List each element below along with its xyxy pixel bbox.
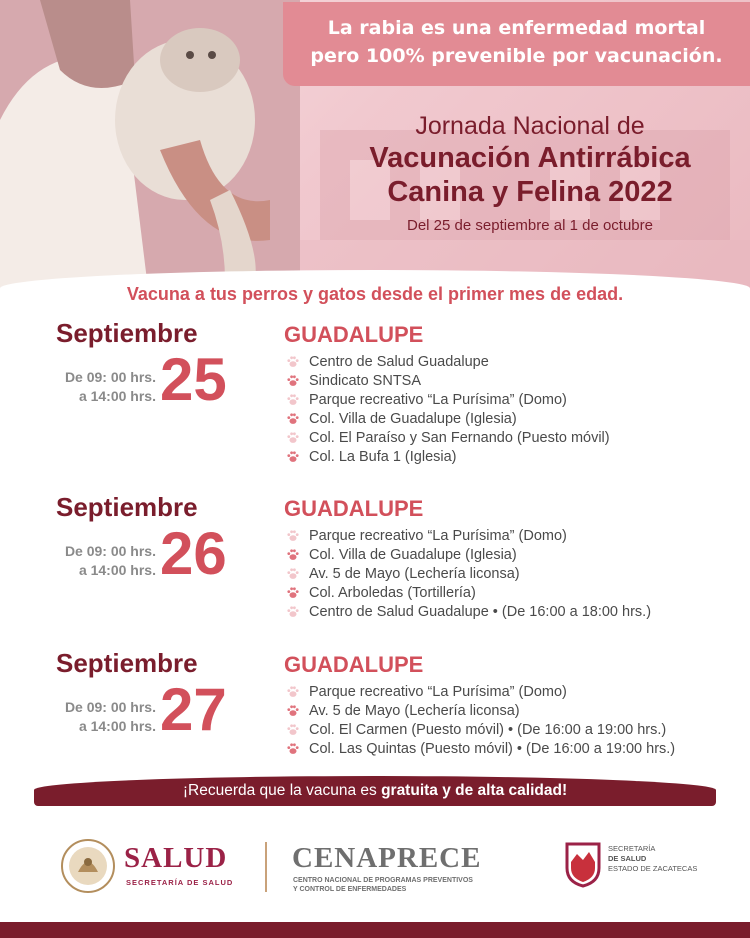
list-item bbox=[286, 428, 610, 447]
paw-icon bbox=[286, 685, 300, 699]
schedule-day-27 bbox=[0, 648, 750, 778]
logo-divider bbox=[265, 842, 267, 892]
title-line-1: Jornada Nacional de bbox=[415, 112, 645, 140]
paw-icon bbox=[286, 548, 300, 562]
list-item bbox=[286, 371, 610, 390]
site-name: Col. Arboledas (Tortillería) bbox=[309, 584, 476, 601]
schedule-day-26 bbox=[0, 492, 750, 632]
zac-line-3: ESTADO DE ZACATECAS bbox=[608, 864, 698, 873]
schedule-day-25 bbox=[0, 318, 750, 468]
paw-icon bbox=[286, 742, 300, 756]
municipality-name: GUADALUPE bbox=[284, 652, 424, 677]
paw-icon bbox=[286, 374, 300, 388]
list-item bbox=[286, 701, 675, 720]
day-number: 25 bbox=[160, 346, 227, 413]
salud-logo-text: SALUD bbox=[124, 842, 228, 874]
site-name: Parque recreativo “La Purísima” (Domo) bbox=[309, 391, 567, 408]
site-name: Col. Villa de Guadalupe (Iglesia) bbox=[309, 546, 517, 563]
hours-from: De 09: 00 hrs. bbox=[64, 699, 156, 715]
national-seal-icon bbox=[60, 838, 116, 894]
site-name: Sindicato SNTSA bbox=[309, 372, 422, 389]
site-name: Parque recreativo “La Purísima” (Domo) bbox=[309, 683, 567, 700]
cenaprece-sub-line-1: CENTRO NACIONAL DE PROGRAMAS PREVENTIVOS bbox=[293, 877, 473, 884]
person-holding-cat-photo bbox=[0, 0, 300, 305]
vaccination-age-subtitle: Vacuna a tus perros y gatos desde el primer mes de edad. bbox=[126, 284, 624, 304]
site-name: Col. Villa de Guadalupe (Iglesia) bbox=[309, 410, 517, 427]
zacatecas-logo-text bbox=[608, 844, 697, 874]
list-item bbox=[286, 545, 651, 564]
list-item bbox=[286, 526, 651, 545]
list-item bbox=[286, 602, 651, 621]
title-line-2: Vacunación Antirrábica bbox=[369, 142, 691, 174]
hours-to: a 14:00 hrs. bbox=[78, 718, 156, 734]
footer-logos bbox=[0, 818, 750, 918]
site-name: Av. 5 de Mayo (Lechería liconsa) bbox=[309, 702, 520, 719]
site-list bbox=[286, 682, 675, 758]
list-item bbox=[286, 682, 675, 701]
cenaprece-logo-subtext bbox=[293, 876, 493, 894]
site-name: Col. El Paraíso y San Fernando (Puesto móvil) bbox=[309, 429, 610, 446]
site-name: Av. 5 de Mayo (Lechería liconsa) bbox=[309, 565, 520, 582]
hero-section bbox=[0, 0, 750, 305]
cenaprece-logo-text: CENAPRECE bbox=[292, 842, 482, 874]
reminder-emphasis: gratuita y de alta calidad! bbox=[381, 782, 568, 799]
paw-icon bbox=[286, 704, 300, 718]
rabies-warning-banner bbox=[283, 2, 750, 86]
reminder-text: ¡Recuerda que la vacuna es bbox=[182, 782, 382, 799]
site-name: Col. El Carmen (Puesto móvil) • (De 16:00 a 19:00 hrs.) bbox=[309, 721, 667, 738]
hours-from: De 09: 00 hrs. bbox=[64, 543, 156, 559]
site-name: Parque recreativo “La Purísima” (Domo) bbox=[309, 527, 567, 544]
paw-icon bbox=[286, 355, 300, 369]
list-item bbox=[286, 409, 610, 428]
banner-line-1: La rabia es una enfermedad mortal bbox=[327, 17, 706, 39]
hours-to: a 14:00 hrs. bbox=[78, 562, 156, 578]
salud-logo-subtext: SECRETARÍA DE SALUD bbox=[126, 878, 234, 887]
day-number: 26 bbox=[160, 520, 227, 587]
site-list bbox=[286, 352, 610, 466]
hours-from: De 09: 00 hrs. bbox=[64, 369, 156, 385]
municipality-name: GUADALUPE bbox=[284, 496, 424, 521]
day-month: Septiembre bbox=[56, 492, 198, 522]
site-name: Col. La Bufa 1 (Iglesia) bbox=[309, 448, 457, 465]
cenaprece-sub-line-2: Y CONTROL DE ENFERMEDADES bbox=[293, 886, 407, 893]
list-item bbox=[286, 564, 651, 583]
paw-icon bbox=[286, 567, 300, 581]
list-item bbox=[286, 720, 675, 739]
zacatecas-shield-icon bbox=[565, 842, 601, 888]
paw-icon bbox=[286, 723, 300, 737]
list-item bbox=[286, 352, 610, 371]
bottom-color-bar bbox=[0, 922, 750, 938]
paw-icon bbox=[286, 450, 300, 464]
banner-line-2: pero 100% prevenible por vacunación. bbox=[310, 45, 723, 67]
free-vaccine-reminder bbox=[34, 776, 716, 806]
zac-line-2: DE SALUD bbox=[608, 854, 647, 863]
zac-line-1: SECRETARÍA bbox=[608, 844, 656, 853]
title-line-3: Canina y Felina 2022 bbox=[387, 176, 673, 208]
list-item bbox=[286, 447, 610, 466]
day-month: Septiembre bbox=[56, 318, 198, 348]
list-item bbox=[286, 739, 675, 758]
site-name: Col. Las Quintas (Puesto móvil) • (De 16:00 a 19:00 hrs.) bbox=[309, 740, 676, 757]
day-hours bbox=[56, 698, 156, 736]
list-item bbox=[286, 583, 651, 602]
day-number: 27 bbox=[160, 676, 227, 743]
day-hours bbox=[56, 542, 156, 580]
campaign-dates: Del 25 de septiembre al 1 de octubre bbox=[407, 217, 653, 234]
day-hours bbox=[56, 368, 156, 406]
site-name: Centro de Salud Guadalupe • (De 16:00 a 18:00 hrs.) bbox=[309, 603, 652, 620]
site-list bbox=[286, 526, 651, 621]
paw-icon bbox=[286, 412, 300, 426]
paw-icon bbox=[286, 586, 300, 600]
hours-to: a 14:00 hrs. bbox=[78, 388, 156, 404]
paw-icon bbox=[286, 393, 300, 407]
day-month: Septiembre bbox=[56, 648, 198, 678]
paw-icon bbox=[286, 529, 300, 543]
paw-icon bbox=[286, 605, 300, 619]
list-item bbox=[286, 390, 610, 409]
paw-icon bbox=[286, 431, 300, 445]
municipality-name: GUADALUPE bbox=[284, 322, 424, 347]
site-name: Centro de Salud Guadalupe bbox=[309, 353, 489, 370]
campaign-title bbox=[330, 112, 730, 234]
